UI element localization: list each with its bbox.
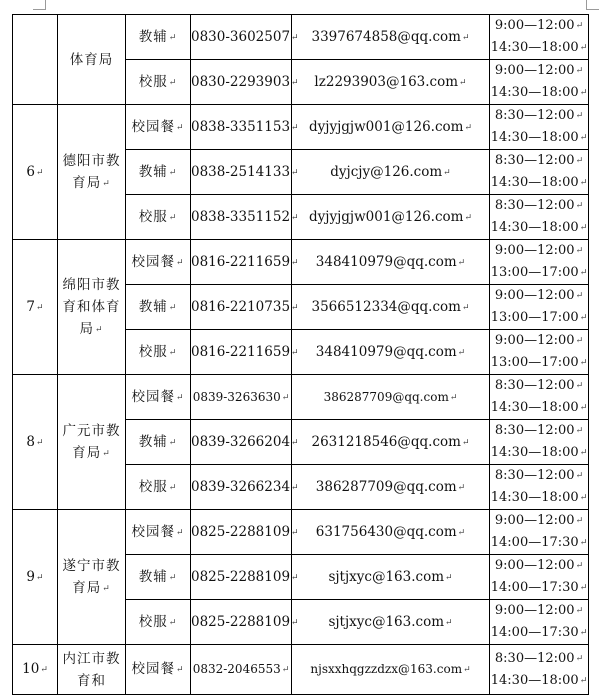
hours-cell: 9:00—12:00↵ 13:00—17:00↵ — [490, 330, 589, 375]
phone-cell: 0838-3351152↵ — [191, 195, 292, 240]
category-cell: 校服↵ — [126, 465, 191, 510]
email-cell: 348410979@qq.com↵ — [292, 240, 490, 285]
email-cell: 3566512334@qq.com↵ — [292, 285, 490, 330]
email-cell: njsxxhqgzzdzx@163.com↵ — [292, 645, 490, 695]
email-cell: 2631218546@qq.com↵ — [292, 420, 490, 465]
bureau-cell: 内江市教育和 — [58, 645, 126, 695]
category-cell: 教辅↵ — [126, 555, 191, 600]
phone-cell: 0816-2211659↵ — [191, 330, 292, 375]
hours-cell: 8:30—12:00↵ 14:30—18:00↵ — [490, 195, 589, 240]
email-cell: dyjyjgjw001@126.com↵ — [292, 105, 490, 150]
email-cell: dyjyjgjw001@126.com↵ — [292, 195, 490, 240]
table-row — [13, 240, 589, 285]
email-cell: 3397674858@qq.com↵ — [292, 15, 490, 60]
email-cell: 348410979@qq.com↵ — [292, 330, 490, 375]
category-cell: 校服↵ — [126, 330, 191, 375]
page-corner-mark-right — [586, 0, 599, 10]
hours-cell: 8:30—12:00↵ 14:30—18:00↵ — [490, 150, 589, 195]
page-corner-mark-left — [33, 0, 46, 10]
category-cell: 校服↵ — [126, 195, 191, 240]
hours-cell: 8:30—12:00↵ 14:30—18:00↵ — [490, 645, 589, 695]
bureau-cell: 遂宁市教育局↵ — [58, 510, 126, 645]
category-cell: 校园餐↵ — [126, 105, 191, 150]
hours-cell: 9:00—12:00↵ 14:30—18:00↵ — [490, 60, 589, 105]
hours-cell: 9:00—12:00↵ 14:00—17:30↵ — [490, 600, 589, 645]
category-cell: 校服↵ — [126, 600, 191, 645]
index-cell: 9↵ — [13, 510, 58, 645]
bureau-cell: 德阳市教育局↵ — [58, 105, 126, 240]
table-row — [13, 15, 589, 60]
category-cell: 校园餐↵ — [126, 645, 191, 695]
category-cell: 教辅↵ — [126, 420, 191, 465]
hours-cell: 8:30—12:00↵ 14:30—18:00↵ — [490, 420, 589, 465]
email-cell: 386287709@qq.com↵ — [292, 465, 490, 510]
hours-cell: 9:00—12:00↵ 14:30—18:00↵ — [490, 15, 589, 60]
phone-cell: 0832-2046553↵ — [191, 645, 292, 695]
phone-cell: 0816-2211659↵ — [191, 240, 292, 285]
category-cell: 教辅↵ — [126, 150, 191, 195]
index-cell: 10↵ — [13, 645, 58, 695]
phone-cell: 0839-3263630↵ — [191, 375, 292, 420]
bureau-cell: 广元市教育局↵ — [58, 375, 126, 510]
phone-cell: 0825-2288109↵ — [191, 510, 292, 555]
category-cell: 校园餐↵ — [126, 240, 191, 285]
category-cell: 校服↵ — [126, 60, 191, 105]
email-cell: lz2293903@163.com↵ — [292, 60, 490, 105]
category-cell: 教辅↵ — [126, 285, 191, 330]
email-cell: sjtjxyc@163.com↵ — [292, 555, 490, 600]
phone-cell: 0825-2288109↵ — [191, 600, 292, 645]
category-cell: 校园餐↵ — [126, 375, 191, 420]
hours-cell: 8:30—12:00↵ 14:30—18:00↵ — [490, 375, 589, 420]
phone-cell: 0816-2210735↵ — [191, 285, 292, 330]
index-cell: 8↵ — [13, 375, 58, 510]
hours-cell: 9:00—12:00↵ 14:00—17:30↵ — [490, 555, 589, 600]
bureau-cell: 体育局 — [58, 15, 126, 105]
email-cell: 631756430@qq.com↵ — [292, 510, 490, 555]
email-cell: dyjcjy@126.com↵ — [292, 150, 490, 195]
hours-cell: 9:00—12:00↵ 13:00—17:00↵ — [490, 240, 589, 285]
table-row — [13, 510, 589, 555]
category-cell: 校园餐↵ — [126, 510, 191, 555]
hours-cell: 8:30—12:00↵ 14:30—18:00↵ — [490, 465, 589, 510]
table-row — [13, 375, 589, 420]
phone-cell: 0839-3266204↵ — [191, 420, 292, 465]
table-row — [13, 105, 589, 150]
phone-cell: 0839-3266234↵ — [191, 465, 292, 510]
table-row — [13, 645, 589, 695]
hours-cell: 8:30—12:00↵ 14:30—18:00↵ — [490, 105, 589, 150]
hours-cell: 9:00—12:00↵ 13:00—17:00↵ — [490, 285, 589, 330]
phone-cell: 0838-3351153↵ — [191, 105, 292, 150]
phone-cell: 0825-2288109↵ — [191, 555, 292, 600]
phone-cell: 0838-2514133↵ — [191, 150, 292, 195]
bureau-cell: 绵阳市教育和体育局↵ — [58, 240, 126, 375]
contact-table — [12, 14, 589, 695]
category-cell: 教辅↵ — [126, 15, 191, 60]
index-cell: 6↵ — [13, 105, 58, 240]
phone-cell: 0830-3602507↵ — [191, 15, 292, 60]
email-cell: 386287709@qq.com↵ — [292, 375, 490, 420]
hours-cell: 9:00—12:00↵ 14:00—17:30↵ — [490, 510, 589, 555]
index-cell — [13, 15, 58, 105]
phone-cell: 0830-2293903↵ — [191, 60, 292, 105]
email-cell: sjtjxyc@163.com↵ — [292, 600, 490, 645]
index-cell: 7↵ — [13, 240, 58, 375]
